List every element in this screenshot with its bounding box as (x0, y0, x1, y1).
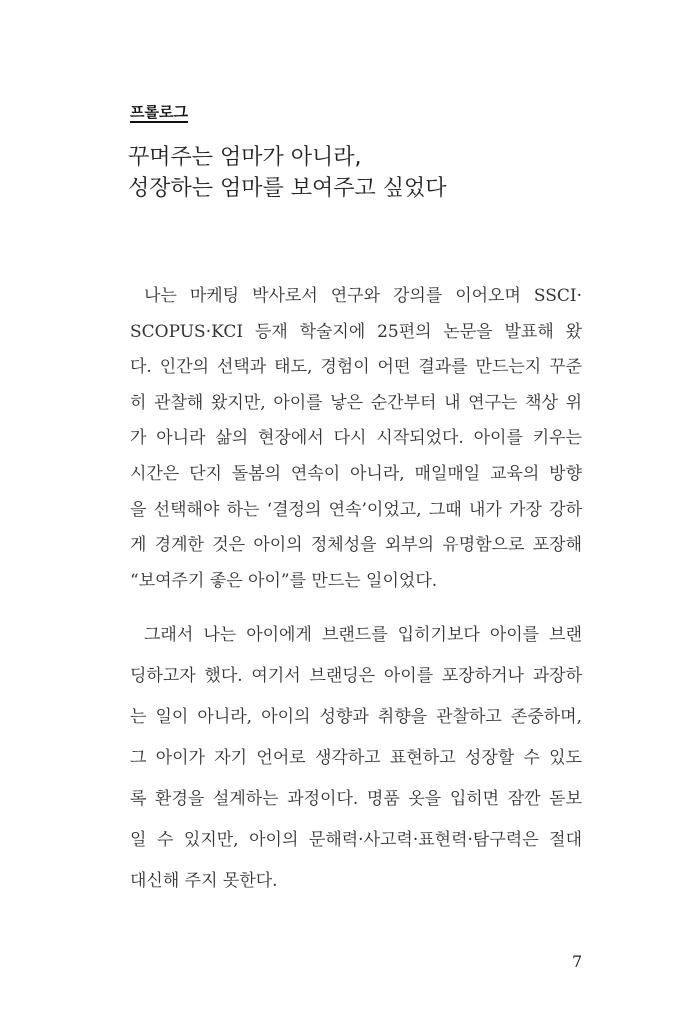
section-label: 프롤로그 (130, 103, 188, 121)
text-line: 일 수 있지만, 아이의 문해력·사고력·표현력·탐구력은 절대 (130, 830, 582, 850)
body-paragraph (130, 615, 582, 902)
text-line: 나는 마케팅 박사로서 연구와 강의를 이어오며 SSCI· (144, 286, 582, 306)
text-line: SCOPUS·KCI 등재 학술지에 25편의 논문을 발표해 왔 (130, 321, 582, 342)
headline-line: 성장하는 엄마를 보여주고 싶었다 (128, 176, 447, 201)
text-line: 을 선택해야 하는 ‘결정의 연속’이었고, 그때 내가 가장 강하 (130, 499, 582, 520)
text-line: 그 아이가 자기 언어로 생각하고 표현하고 성장할 수 있도 (130, 748, 582, 768)
text-line: 그래서 나는 아이에게 브랜드를 입히기보다 아이를 브랜 (144, 625, 582, 645)
text-line: 시간은 단지 돌봄의 연속이 아니라, 매일매일 교육의 방향 (130, 463, 582, 484)
text-line: 히 관찰해 왔지만, 아이를 낳은 순간부터 내 연구는 책상 위 (130, 392, 582, 413)
text-line: 록 환경을 설계하는 과정이다. 명품 옷을 입히면 잠깐 돋보 (130, 789, 582, 809)
page-number: 7 (572, 952, 583, 971)
text-line: 가 아니라 삶의 현장에서 다시 시작되었다. 아이를 키우는 (130, 428, 582, 449)
body-paragraph (130, 279, 582, 599)
text-line: 딩하고자 했다. 여기서 브랜딩은 아이를 포장하거나 과장하 (130, 666, 582, 686)
text-line: 는 일이 아니라, 아이의 성향과 취향을 관찰하고 존중하며, (130, 707, 582, 727)
text-line: 대신해 주지 못한다. (130, 871, 278, 891)
chapter-headline (128, 142, 447, 204)
text-line: 다. 인간의 선택과 태도, 경험이 어떤 결과를 만드는지 꾸준 (130, 357, 582, 378)
headline-line: 꾸며주는 엄마가 아니라, (128, 145, 362, 170)
text-line: 게 경계한 것은 아이의 정체성을 외부의 유명함으로 포장해 (130, 535, 582, 556)
text-line: “보여주기 좋은 아이”를 만드는 일이었다. (130, 570, 438, 591)
